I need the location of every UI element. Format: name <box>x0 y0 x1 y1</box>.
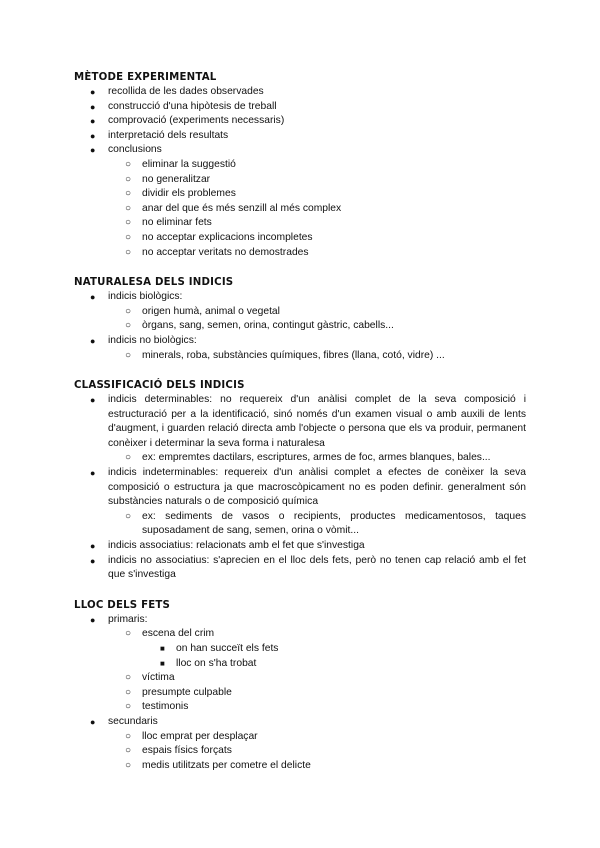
list-item-text: dividir els problemes <box>142 188 236 200</box>
list-item-text: minerals, roba, substàncies químiques, fibres (llana, cotó, vidre) ... <box>142 349 445 361</box>
bullet-icon: ● <box>90 614 96 625</box>
list-item <box>74 290 526 334</box>
list-item-text: conclusions <box>108 144 162 156</box>
list-item <box>74 114 526 129</box>
list-item-text: testimonis <box>142 701 189 713</box>
sub-list-item <box>108 671 526 686</box>
sub-list-item <box>108 173 526 188</box>
bullet-icon: ● <box>90 335 96 346</box>
circle-bullet-icon: ○ <box>125 217 132 229</box>
bullet-icon: ● <box>90 395 96 406</box>
bullet-list <box>74 85 526 260</box>
sub-list-item <box>108 158 526 173</box>
circle-bullet-icon: ○ <box>125 452 132 464</box>
list-item-text: no generalitzar <box>142 173 211 185</box>
sub-list-item <box>108 686 526 701</box>
list-item-text: ex: empremtes dactilars, escriptures, armes de foc, armes blanques, bales... <box>142 452 491 464</box>
sub-list-item <box>108 202 526 217</box>
sub-list <box>108 349 526 364</box>
list-item-text: indicis determinables: no requereix d'un anàlisi complet de la seva composició i estructuració per a la identificació, sinó només d'un examen visual o amb auxili de lents d'augment, i guarden relació directa amb l'objecte o persona que els va produir, permanent conèixer i determinar la seva forma i naturalesa <box>108 394 526 449</box>
list-item-text: presumpte culpable <box>142 686 232 698</box>
sub-sub-list-item <box>142 657 526 672</box>
section-classificacio-indicis <box>74 378 526 583</box>
circle-bullet-icon: ○ <box>125 202 132 214</box>
list-item-text: no acceptar veritats no demostrades <box>142 246 309 258</box>
sub-list-item <box>108 627 526 671</box>
list-item-text: indicis associatius: relacionats amb el fet que s'investiga <box>108 540 365 552</box>
circle-bullet-icon: ○ <box>125 701 132 713</box>
list-item-text: ex: sediments de vasos o recipients, productes medicamentosos, taques suposadament de sang, semen, orina o vòmit... <box>142 510 526 537</box>
list-item-text: no eliminar fets <box>142 217 212 229</box>
sub-list-item <box>108 231 526 246</box>
sub-list-item <box>108 246 526 261</box>
sub-list-item <box>108 744 526 759</box>
bullet-icon: ● <box>90 292 96 303</box>
list-item <box>74 715 526 773</box>
list-item <box>74 129 526 144</box>
circle-bullet-icon: ○ <box>125 188 132 200</box>
list-item <box>74 334 526 363</box>
list-item-text: anar del que és més senzill al més complex <box>142 202 342 214</box>
list-item-text: indicis no associatius: s'aprecien en el lloc dels fets, però no tenen cap relació amb el fet que s'investiga <box>108 554 526 581</box>
sub-list-item <box>108 349 526 364</box>
sub-list <box>108 730 526 774</box>
sub-sub-list <box>142 642 526 671</box>
circle-bullet-icon: ○ <box>125 173 132 185</box>
list-item-text: origen humà, animal o vegetal <box>142 305 280 317</box>
circle-bullet-icon: ○ <box>125 246 132 258</box>
sub-list <box>108 510 526 539</box>
circle-bullet-icon: ○ <box>125 320 132 332</box>
list-item-text: interpretació dels resultats <box>108 129 229 141</box>
list-item <box>74 393 526 466</box>
section-title: LLOC DELS FETS <box>74 599 171 611</box>
section-title: NATURALESA DELS INDICIS <box>74 277 234 289</box>
circle-bullet-icon: ○ <box>125 158 132 170</box>
list-item-text: lloc on s'ha trobat <box>176 657 257 669</box>
bullet-list <box>74 393 526 583</box>
list-item-text: no acceptar explicacions incompletes <box>142 231 313 243</box>
bullet-icon: ● <box>90 130 96 141</box>
list-item-text: primaris: <box>108 613 148 625</box>
list-item-text: indicis indeterminables: requereix d'un anàlisi complet a efectes de conèixer la seva composició o estructura ja que macroscòpicament no es poden definir. generalment són substàncies naturals o de composició química <box>108 467 526 508</box>
sub-list <box>108 158 526 260</box>
sub-list <box>108 627 526 715</box>
bullet-icon: ● <box>90 145 96 156</box>
square-bullet-icon: ■ <box>160 644 165 653</box>
sub-sub-list-item <box>142 642 526 657</box>
list-item-text: indicis biològics: <box>108 291 183 303</box>
circle-bullet-icon: ○ <box>125 730 132 742</box>
bullet-icon: ● <box>90 101 96 112</box>
list-item-text: indicis no biològics: <box>108 334 197 346</box>
list-item-text: espais físics forçats <box>142 745 232 757</box>
list-item <box>74 466 526 539</box>
sub-list-item <box>108 510 526 539</box>
list-item-text: víctima <box>142 672 175 684</box>
list-item-text: lloc emprat per desplaçar <box>142 730 258 742</box>
bullet-icon: ● <box>90 541 96 552</box>
sub-list-item <box>108 451 526 466</box>
list-item-text: comprovació (experiments necessaris) <box>108 115 285 127</box>
document-page <box>74 70 526 773</box>
section-title: MÈTODE EXPERIMENTAL <box>74 72 217 83</box>
sub-list <box>108 305 526 334</box>
square-bullet-icon: ■ <box>160 658 165 668</box>
sub-list <box>108 451 526 466</box>
sub-list-item <box>108 305 526 320</box>
bullet-list <box>74 290 526 363</box>
sub-list-item <box>108 319 526 334</box>
list-item <box>74 85 526 100</box>
list-item-text: on han succeït els fets <box>176 643 279 654</box>
sub-list-item <box>108 730 526 745</box>
bullet-icon: ● <box>90 116 96 127</box>
circle-bullet-icon: ○ <box>125 745 132 757</box>
circle-bullet-icon: ○ <box>125 672 132 684</box>
circle-bullet-icon: ○ <box>125 349 132 361</box>
circle-bullet-icon: ○ <box>125 686 132 698</box>
bullet-list <box>74 613 526 774</box>
list-item-text: secundaris <box>108 715 158 727</box>
list-item-text: medis utilitzats per cometre el delicte <box>142 759 311 771</box>
circle-bullet-icon: ○ <box>125 628 132 640</box>
list-item <box>74 143 526 260</box>
bullet-icon: ● <box>90 555 96 566</box>
sub-list-item <box>108 759 526 774</box>
bullet-icon: ● <box>90 468 96 479</box>
list-item-text: construcció d'una hipòtesis de treball <box>108 100 277 112</box>
list-item <box>74 554 526 583</box>
bullet-icon: ● <box>90 87 96 97</box>
list-item <box>74 100 526 115</box>
section-lloc-fets <box>74 598 526 774</box>
section-naturalesa-indicis <box>74 275 526 363</box>
section-title: CLASSIFICACIÓ DELS INDICIS <box>74 380 245 392</box>
section-metode-experimental <box>74 70 526 260</box>
sub-list-item <box>108 216 526 231</box>
circle-bullet-icon: ○ <box>125 759 132 771</box>
sub-list-item <box>108 187 526 202</box>
sub-list-item <box>108 700 526 715</box>
list-item <box>74 613 526 715</box>
bullet-icon: ● <box>90 716 96 727</box>
circle-bullet-icon: ○ <box>125 231 132 243</box>
list-item-text: recollida de les dades observades <box>108 86 264 97</box>
list-item-text: escena del crim <box>142 628 215 640</box>
list-item <box>74 539 526 554</box>
list-item-text: eliminar la suggestió <box>142 158 236 170</box>
circle-bullet-icon: ○ <box>125 305 132 317</box>
list-item-text: òrgans, sang, semen, orina, contingut gàstric, cabells... <box>142 320 394 332</box>
circle-bullet-icon: ○ <box>125 510 132 522</box>
